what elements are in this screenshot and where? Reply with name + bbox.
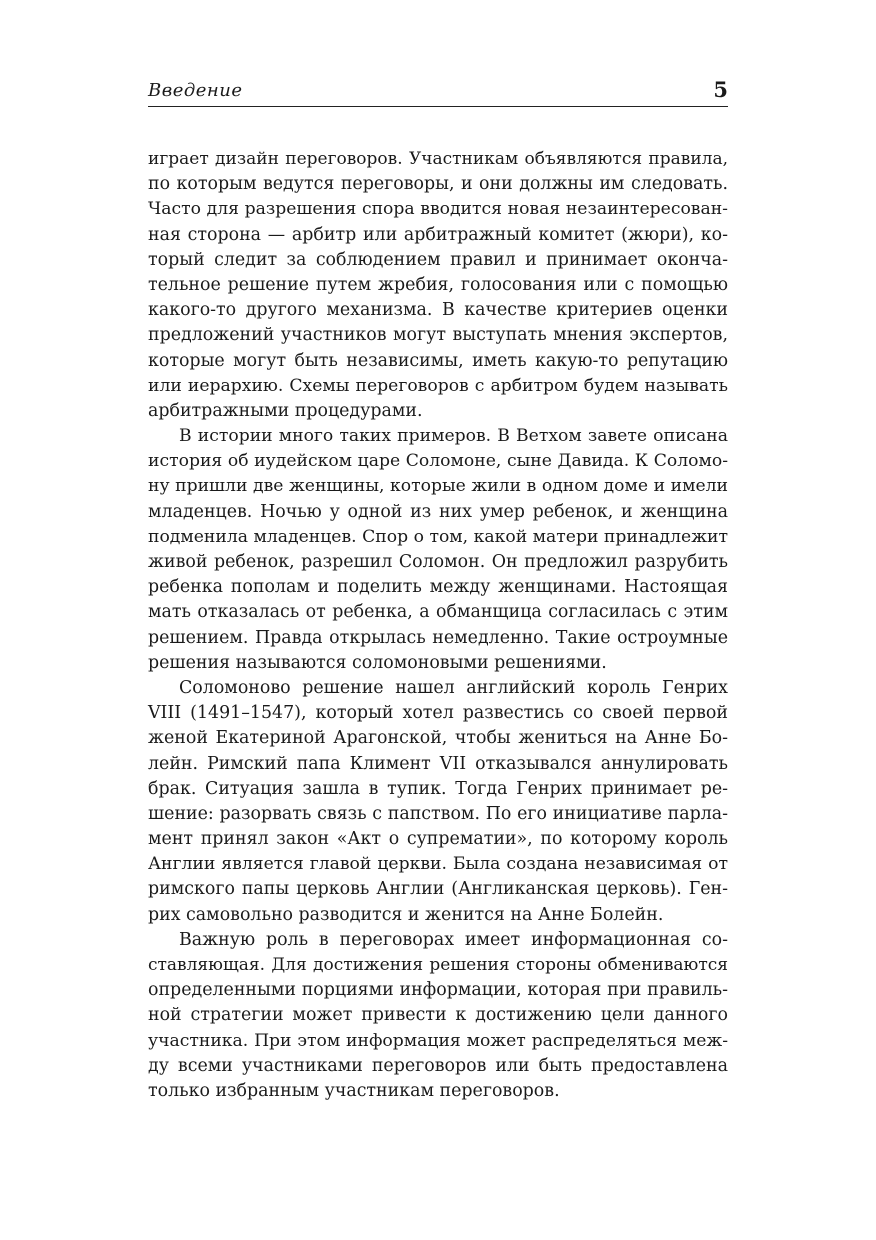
text-line: которые могут быть независимы, иметь какую-то репутацию (148, 350, 728, 371)
text-line: определенными порциями информации, которая при правиль- (148, 980, 728, 1001)
text-line: Соломоново решение нашел английский король Генрих (179, 677, 728, 698)
text-line: мать отказалась от ребенка, а обманщица согласилась с этим (148, 602, 728, 623)
text-line: ну пришли две женщины, которые жили в одном доме и имели (148, 476, 728, 497)
text-line: живой ребенок, разрешил Соломон. Он предложил разрубить (148, 552, 728, 572)
section-title: Введение (148, 80, 243, 101)
text-line: ставляющая. Для достижения решения стороны обмениваются (148, 955, 728, 975)
paragraph (148, 928, 728, 1104)
text-line: брак. Ситуация зашла в тупик. Тогда Генрих принимает ре- (148, 778, 728, 799)
text-line: предложений участников могут выступать мнения экспертов, (148, 325, 728, 346)
text-line: только избранным участникам переговоров. (148, 1080, 560, 1101)
text-line: ребенка пополам и поделить между женщинами. Настоящая (148, 577, 728, 598)
text-line: лейн. Римский папа Климент VII отказывался аннулировать (148, 753, 728, 774)
text-line: торый следит за соблюдением правил и принимает оконча- (148, 249, 728, 270)
body-text (148, 147, 728, 1104)
text-line: какого-то другого механизма. В качестве критериев оценки (148, 300, 728, 321)
text-line: VIII (1491–1547), который хотел развестись со своей первой (148, 703, 728, 724)
text-line: мент принял закон «Акт о супрематии», по которому король (148, 829, 728, 850)
text-line: Англии является главой церкви. Была создана независимая от (148, 854, 728, 875)
text-line: ду всеми участниками переговоров или быть предоставлена (148, 1055, 728, 1076)
text-line: арбитражными процедурами. (148, 400, 423, 421)
paragraph (148, 147, 728, 424)
text-line: участника. При этом информация может распределяться меж- (148, 1030, 728, 1051)
text-line: подменила младенцев. Спор о том, какой матери принадлежит (148, 526, 728, 547)
text-line: тельное решение путем жребия, голосования или с помощью (148, 274, 728, 295)
text-line: В истории много таких примеров. В Ветхом завете описана (179, 426, 728, 447)
text-line: ной стратегии может привести к достижению цели данного (148, 1005, 728, 1026)
text-line: Важную роль в переговорах имеет информационная со- (179, 929, 728, 950)
page-number: 5 (713, 77, 728, 102)
text-line: или иерархию. Схемы переговоров с арбитром будем называть (148, 375, 728, 396)
running-head (148, 78, 728, 107)
text-line: шение: разорвать связь с папством. По его инициативе парла- (148, 803, 728, 824)
paragraph (148, 676, 728, 928)
text-line: римского папы церковь Англии (Англиканская церковь). Ген- (148, 879, 728, 900)
text-line: ная сторона — арбитр или арбитражный комитет (жюри), ко- (148, 224, 728, 245)
text-line: история об иудейском царе Соломоне, сыне Давида. К Соломо- (148, 451, 728, 472)
text-line: играет дизайн переговоров. Участникам объявляются правила, (148, 149, 728, 169)
text-line: младенцев. Ночью у одной из них умер ребенок, и женщина (148, 501, 728, 522)
paragraph (148, 424, 728, 676)
text-line: решения называются соломоновыми решениями. (148, 652, 607, 673)
text-line: по которым ведутся переговоры, и они должны им следовать. (148, 174, 728, 195)
text-line: решением. Правда открылась немедленно. Такие остроумные (148, 627, 728, 648)
text-line: женой Екатериной Арагонской, чтобы жениться на Анне Бо- (148, 728, 728, 749)
text-line: рих самовольно разводится и женится на Анне Болейн. (148, 904, 664, 925)
text-line: Часто для разрешения спора вводится новая незаинтересован- (148, 199, 728, 220)
